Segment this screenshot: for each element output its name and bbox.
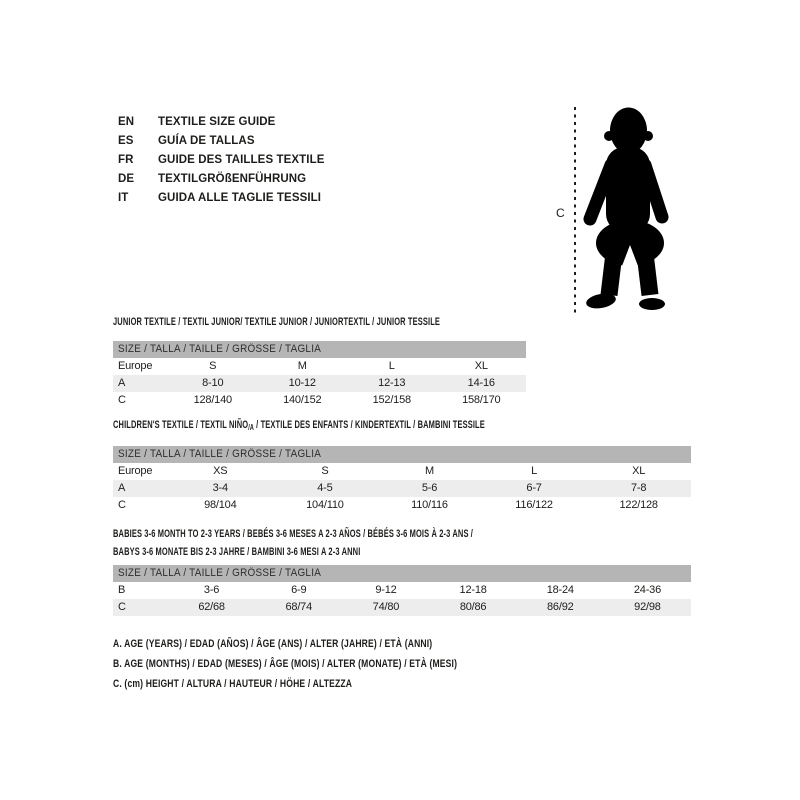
babies-table-title: BABIES 3-6 MONTH TO 2-3 YEARS / BEBÉS 3-6 MESES A 2-3 AÑOS / BÉBÉS 3-6 MOIS À 2-3 ANS / BABYS 3-6 MONATE BIS 2-3 JAHRE / BAMBINI 3-6 MESI A 2-3 ANNI [113, 528, 474, 558]
language-code: DE [118, 173, 135, 185]
language-row-es [118, 132, 325, 151]
row-label: B [118, 584, 126, 596]
junior-size-table [113, 317, 526, 409]
table-cell: 62/68 [198, 601, 225, 613]
table-cell: 140/152 [283, 394, 322, 406]
table-cell: 104/110 [306, 499, 344, 511]
language-title: GUÍA DE TALLAS [158, 135, 255, 147]
table-cell: 152/158 [372, 394, 411, 406]
height-measure-label: C [556, 206, 565, 220]
baby-figure [545, 95, 695, 315]
table-cell: 5-6 [421, 482, 438, 494]
table-cell: 158/170 [462, 394, 501, 406]
language-code: EN [118, 116, 135, 128]
table-cell: 116/122 [515, 499, 553, 511]
nino-a-subscript: /A [248, 423, 254, 432]
table-cell: 6-9 [291, 584, 307, 596]
table-row-europe [113, 358, 526, 375]
language-row-fr [118, 151, 325, 170]
table-cell: S [321, 465, 329, 477]
table-cell: 4-5 [317, 482, 333, 494]
language-row-it [118, 189, 325, 208]
table-cell: XS [213, 465, 228, 477]
table-cell: 18-24 [546, 584, 574, 596]
size-header-bar: SIZE / TALLA / TAILLE / GRÖSSE / TAGLIA [113, 565, 691, 582]
table-row-age [113, 480, 691, 497]
table-row-height [113, 392, 526, 409]
babies-size-table [113, 525, 691, 616]
table-row-height [113, 497, 691, 514]
table-cell: 8-10 [202, 377, 224, 389]
row-label: C [118, 601, 126, 613]
table-cell: 128/140 [193, 394, 232, 406]
language-row-en [118, 113, 325, 132]
language-list [118, 113, 325, 208]
table-cell: 9-12 [375, 584, 397, 596]
childrens-size-table [113, 420, 691, 514]
table-cell: 12-18 [459, 584, 487, 596]
toddler-silhouette [585, 108, 665, 311]
table-cell: 6-7 [526, 482, 542, 494]
table-cell: 122/128 [619, 499, 658, 511]
language-title: TEXTILGRÖßENFÜHRUNG [158, 173, 307, 185]
table-cell: 10-12 [288, 377, 316, 389]
row-label: C [118, 394, 126, 406]
row-label: Europe [118, 360, 153, 372]
table-cell: 3-4 [212, 482, 228, 494]
table-cell: 98/104 [204, 499, 237, 511]
table-cell: 92/98 [634, 601, 661, 613]
table-cell: 80/86 [459, 601, 487, 613]
language-title: TEXTILE SIZE GUIDE [158, 116, 276, 128]
table-cell: 110/116 [411, 499, 448, 511]
table-row-months [113, 582, 691, 599]
language-code: IT [118, 192, 129, 204]
legend-line-b: B. AGE (MONTHS) / EDAD (MESES) / ÂGE (MOIS) / ALTER (MONATE) / ETÀ (MESI) [113, 658, 458, 670]
baby-silhouette-icon [545, 95, 695, 315]
table-row-height [113, 599, 691, 616]
table-cell: XL [474, 360, 488, 372]
childrens-table-title: CHILDREN'S TEXTILE / TEXTIL $NIÑO_{/A}$ / TEXTILE DES ENFANTS / KINDERTEXTIL / BAMBINI TESSILE [113, 419, 485, 432]
table-cell: M [297, 360, 307, 372]
row-label: C [118, 499, 126, 511]
language-title: GUIDA ALLE TAGLIE TESSILI [158, 192, 322, 204]
table-cell: 74/80 [372, 601, 400, 613]
size-header-bar: SIZE / TALLA / TAILLE / GRÖSSE / TAGLIA [113, 446, 691, 463]
table-cell: L [531, 465, 538, 477]
table-row-age [113, 375, 526, 392]
row-label: Europe [118, 465, 153, 477]
size-header-bar: SIZE / TALLA / TAILLE / GRÖSSE / TAGLIA [113, 341, 526, 358]
table-cell: 68/74 [285, 601, 313, 613]
table-cell: 24-36 [633, 584, 662, 596]
table-cell: L [388, 360, 395, 372]
table-cell: S [209, 360, 217, 372]
legend-line-a: A. AGE (YEARS) / EDAD (AÑOS) / ÂGE (ANS) / ALTER (JAHRE) / ETÀ (ANNI) [113, 638, 433, 650]
junior-table-title: JUNIOR TEXTILE / TEXTIL JUNIOR/ TEXTILE JUNIOR / JUNIORTEXTIL / JUNIOR TESSILE [113, 316, 441, 328]
table-cell: XL [632, 465, 646, 477]
legend-line-c: C. (cm) HEIGHT / ALTURA / HAUTEUR / HÖHE / ALTEZZA [113, 678, 353, 690]
table-cell: M [425, 465, 434, 477]
table-cell: 3-6 [203, 584, 220, 596]
table-row-europe [113, 463, 691, 480]
table-cell: 7-8 [631, 482, 647, 494]
table-cell: 14-16 [467, 377, 495, 389]
language-row-de [118, 170, 325, 189]
table-cell: 86/92 [547, 601, 574, 613]
language-title: GUIDE DES TAILLES TEXTILE [158, 154, 325, 166]
language-code: FR [118, 154, 134, 166]
language-code: ES [118, 135, 134, 147]
row-label: A [118, 482, 126, 494]
measure-legend [113, 634, 554, 694]
table-cell: 12-13 [378, 377, 406, 389]
row-label: A [118, 377, 126, 389]
